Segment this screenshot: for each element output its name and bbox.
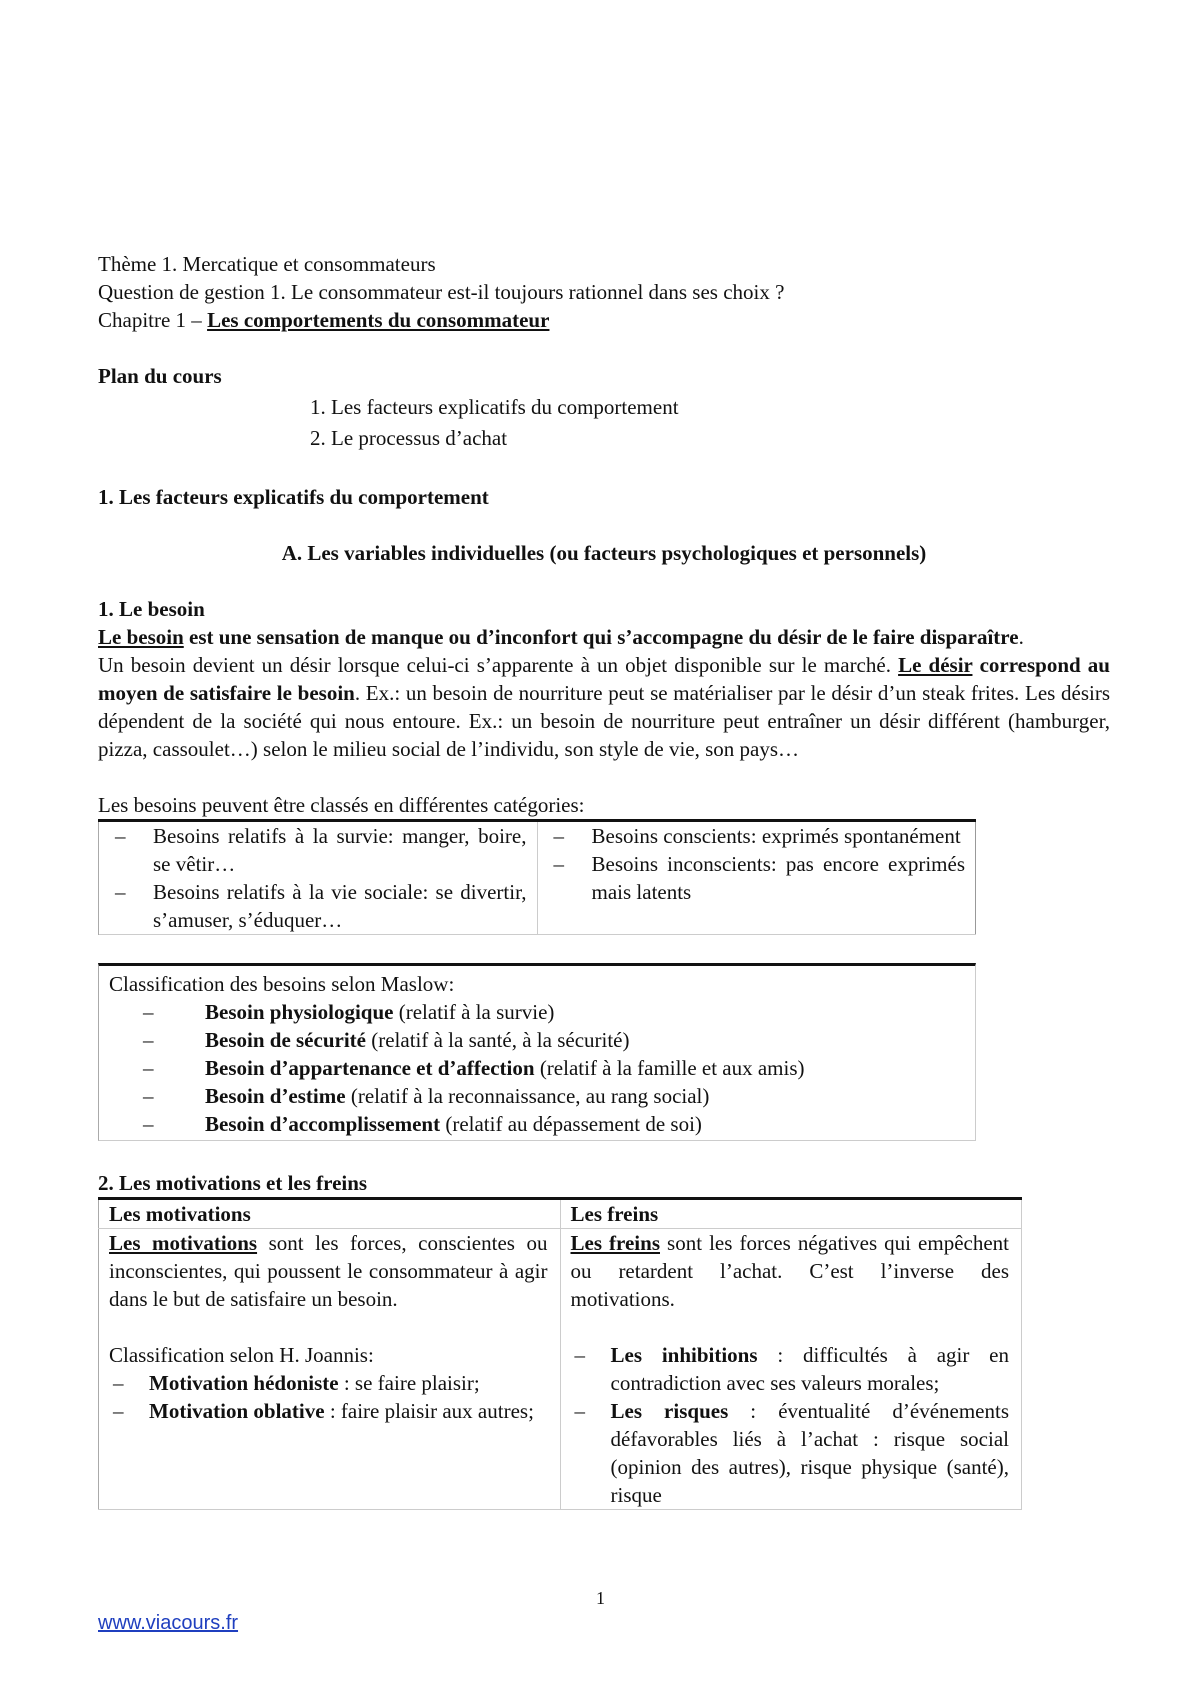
dash-bullet: – [553,852,564,876]
chapter-line [98,306,1110,334]
dash-bullet: – [113,1371,124,1395]
dash-bullet: – [143,1112,154,1136]
maslow-item-bold: Besoin d’appartenance et d’affection [205,1056,535,1080]
list-item [538,822,966,850]
document-page [98,250,1110,1510]
categories-right-cell [537,821,976,935]
list-item [99,878,527,934]
list-item-rest: : faire plaisir aux autres; [324,1399,534,1423]
list-item [571,1397,1010,1509]
list-item-rest: : difficultés à agir en contradiction avec ses valeurs morales; [610,1343,1009,1395]
maslow-box [98,963,976,1141]
besoin-def-end: . [1018,625,1024,649]
dash-bullet: – [553,824,564,848]
list-item-text: Besoins conscients: exprimés spontanément [591,824,961,848]
besoin-term: Le besoin [98,625,184,649]
maslow-item [109,1082,975,1110]
besoin-definition [98,623,1110,651]
maslow-item [109,998,975,1026]
list-item-bold: Motivation hédoniste [149,1371,339,1395]
list-item [109,1397,548,1425]
maslow-item [109,1054,975,1082]
section-title: 1. Les facteurs explicatifs du comportement [98,485,489,509]
freins-definition [571,1229,1010,1313]
list-item-text: Besoins relatifs à la vie sociale: se divertir, s’amuser, s’éduquer… [153,880,527,932]
list-item-text: Besoins relatifs à la survie: manger, boire, se vêtir… [153,824,527,876]
list-item [99,822,527,878]
maslow-item-bold: Besoin physiologique [205,1000,394,1024]
list-item-text: Besoins inconscients: pas encore exprimés mais latents [591,852,965,904]
categories-intro: Les besoins peuvent être classés en différentes catégories: [98,793,585,817]
motivations-term: Les motivations [109,1231,258,1255]
joannis-title: Classification selon H. Joannis: [109,1343,374,1367]
motivations-header: Les motivations [99,1199,561,1229]
chapter-title: Les comportements du consommateur [207,308,550,332]
dash-bullet: – [143,1000,154,1024]
page-number: 1 [596,1588,605,1608]
list-item [571,1341,1010,1397]
desir-rest: . Ex.: un besoin de nourriture peut se matérialiser par le désir d’un steak frites. Les désirs dépendent de la société qui nous entoure. Ex.: un besoin de nourriture peut entraîner un désir différent (hamburger, pizza, cassoulet…) selon le milieu social de l’individu, son style de vie, son pays… [98,681,1110,761]
dash-bullet: – [143,1028,154,1052]
maslow-item-rest: (relatif à la reconnaissance, au rang social) [345,1084,710,1108]
motivations-cell [99,1229,561,1510]
motivations-def-text: sont les forces, conscientes ou inconscientes, qui poussent le consommateur à agir dans le but de satisfaire un besoin. [109,1231,548,1311]
motivations-title: 2. Les motivations et les freins [98,1171,368,1195]
freins-def-text: sont les forces négatives qui empêchent ou retardent l’achat. C’est l’inverse des motivations. [570,1231,1009,1311]
list-item-bold: Les inhibitions [610,1343,758,1367]
footer-link[interactable]: www.viacours.fr [98,1612,239,1634]
dash-bullet: – [113,1399,124,1423]
dash-bullet: – [115,880,126,904]
dash-bullet: – [574,1343,585,1367]
dash-bullet: – [143,1056,154,1080]
freins-cell [560,1229,1022,1510]
maslow-item [109,1110,975,1138]
list-item [538,850,966,906]
maslow-item-bold: Besoin de sécurité [205,1028,366,1052]
motivations-definition [109,1229,548,1313]
maslow-item-rest: (relatif à la survie) [393,1000,555,1024]
question-line: Question de gestion 1. Le consommateur est-il toujours rationnel dans ses choix ? [98,280,785,304]
maslow-item-rest: (relatif à la famille et aux amis) [534,1056,805,1080]
maslow-item-bold: Besoin d’estime [205,1084,346,1108]
desir-term: Le désir [898,653,973,677]
categories-table [98,819,976,935]
categories-left-cell [99,821,538,935]
theme-line: Thème 1. Mercatique et consommateurs [98,252,436,276]
list-item-rest: : éventualité d’événements défavorables liés à l’achat : risque social (opinion des autres), risque physique (santé), risque [610,1399,1009,1507]
list-item-rest: : se faire plaisir; [338,1371,480,1395]
besoin-def-text: est une sensation de manque ou d’inconfort qui s’accompagne du désir de le faire disparaître [183,625,1019,649]
chapter-prefix: Chapitre 1 – [98,308,208,332]
besoin-title: 1. Le besoin [98,597,205,621]
maslow-item-bold: Besoin d’accomplissement [205,1112,441,1136]
maslow-item [109,1026,975,1054]
plan-title: Plan du cours [98,364,222,388]
section-subtitle: A. Les variables individuelles (ou facteurs psychologiques et personnels) [281,541,927,565]
dash-bullet: – [143,1084,154,1108]
plan-item-2: 2. Le processus d’achat [310,426,508,450]
desir-paragraph [98,651,1110,763]
maslow-title: Classification des besoins selon Maslow: [109,972,455,996]
dash-bullet: – [115,824,126,848]
list-item-bold: Motivation oblative [149,1399,325,1423]
dash-bullet: – [574,1399,585,1423]
plan-item-1: 1. Les facteurs explicatifs du comportement [310,395,679,419]
motivations-table [98,1197,1022,1510]
list-item [109,1369,548,1397]
list-item-bold: Les risques [610,1399,729,1423]
freins-header: Les freins [560,1199,1022,1229]
desir-intro: Un besoin devient un désir lorsque celui-ci s’apparente à un objet disponible sur le marché. [98,653,899,677]
maslow-item-rest: (relatif à la santé, à la sécurité) [365,1028,630,1052]
maslow-item-rest: (relatif au dépassement de soi) [440,1112,702,1136]
desir-bold: correspond au moyen de satisfaire le besoin [98,653,1110,705]
freins-term: Les freins [570,1231,660,1255]
